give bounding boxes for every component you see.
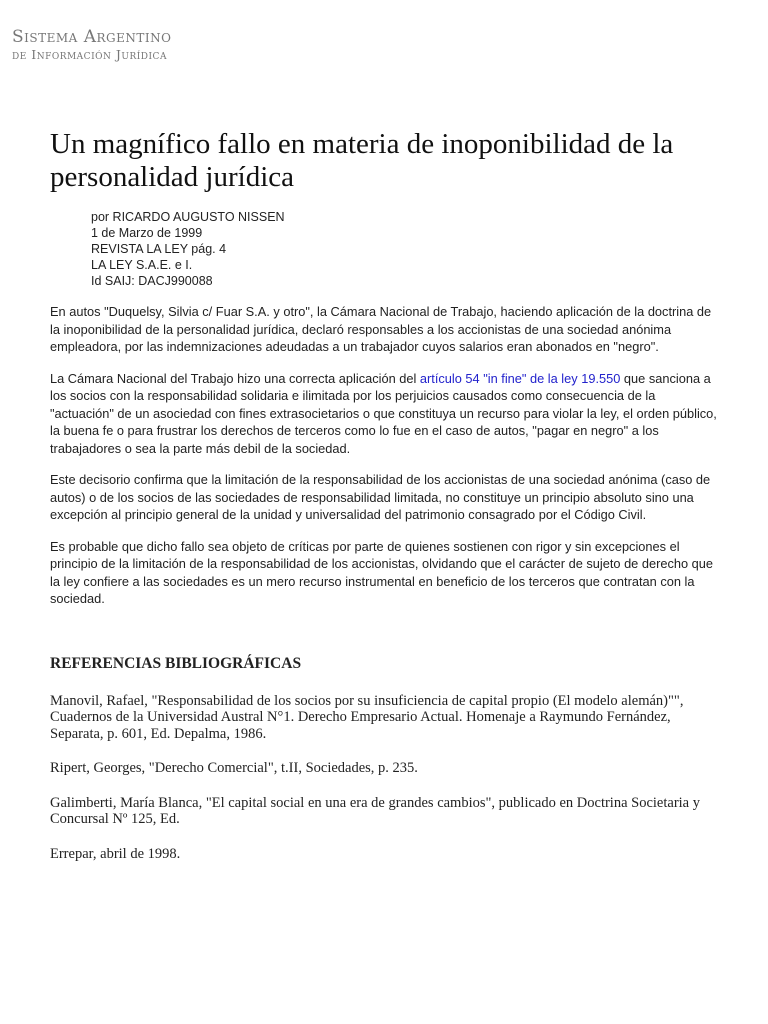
paragraph: En autos "Duquelsy, Silvia c/ Fuar S.A. y otro", la Cámara Nacional de Trabajo, haciendo aplicación de la doctrina de la inoponibilidad de la personalidad jurídica, declaró responsables a los accionistas de una sociedad anónima empleadora, por las indemnizaciones adeudadas a un trabajador cuyos salarios eran abonados en "negro". xyxy=(50,304,712,354)
paragraph: Es probable que dicho fallo sea objeto de críticas por parte de quienes sostienen con rigor y sin excepciones el principio de la limitación de la responsabilidad de los accionistas, olvidando que el carácter de sujeto de derecho que la ley confiere a las sociedades es un mero recurso instrumental en beneficio de los terceros que contratan con la sociedad. xyxy=(50,538,714,606)
saij-logo xyxy=(12,28,171,62)
source: REVISTA LA LEY pág. 4 xyxy=(91,242,227,256)
paragraph: Este decisorio confirma que la limitación de la responsabilidad de los accionistas de una sociedad anónima (caso de autos) o de los socios de las sociedades de responsabilidad limitada, no constituye un principio absoluto sino una excepción al principio general de la unidad y universalidad del patrimonio consagrado por el Código Civil. xyxy=(50,472,711,522)
author: por RICARDO AUGUSTO NISSEN xyxy=(91,210,285,224)
reference-item: Ripert, Georges, "Derecho Comercial", t.II, Sociedades, p. 235. xyxy=(50,760,418,776)
paragraph-text: La Cámara Nacional del Trabajo hizo una correcta aplicación del xyxy=(50,370,420,386)
publisher: LA LEY S.A.E. e I. xyxy=(91,258,193,272)
references-section xyxy=(50,656,722,880)
law-article-link[interactable]: artículo 54 "in fine" de la ley 19.550 xyxy=(419,370,621,386)
reference-item: Galimberti, María Blanca, "El capital social en una era de grandes cambios", publicado en Doctrina Societaria y Concursal Nº 125, Ed. xyxy=(50,794,700,827)
article-body xyxy=(50,303,722,622)
date: 1 de Marzo de 1999 xyxy=(91,226,203,240)
references-heading: REFERENCIAS BIBLIOGRÁFICAS xyxy=(50,655,302,672)
paragraph-text: que sanciona a los socios con la responsabilidad solidaria e ilimitada por los perjuicios causados como consecuencia de la "actuación" de un asociedad con fines extrasocietarios o que constituya un recurso para violar la ley, el orden público, la buena fe o para frustrar los derechos de terceros como lo fue en el caso de autos, "pagar en negro" a los trabajadores o sea la parte más debil de la sociedad. xyxy=(50,370,717,456)
reference-item: Errepar, abril de 1998. xyxy=(50,845,181,862)
page-title: Un magnífico fallo en materia de inoponibilidad de la personalidad jurídica xyxy=(50,128,674,193)
logo-line-2: de Información Jurídica xyxy=(12,47,167,62)
paragraph xyxy=(50,370,722,458)
reference-item: Manovil, Rafael, "Responsabilidad de los socios por su insuficiencia de capital propio (El modelo alemán)"", Cuadernos de la Universidad Austral N°1. Derecho Empresario Actual. Homenaje a Raymundo Fernández, Separata, p. 601, Ed. Depalma, 1986. xyxy=(50,692,684,742)
saij-id: Id SAIJ: DACJ990088 xyxy=(91,274,213,288)
article-meta xyxy=(91,209,285,289)
logo-line-1: Sistema Argentino xyxy=(12,27,172,47)
